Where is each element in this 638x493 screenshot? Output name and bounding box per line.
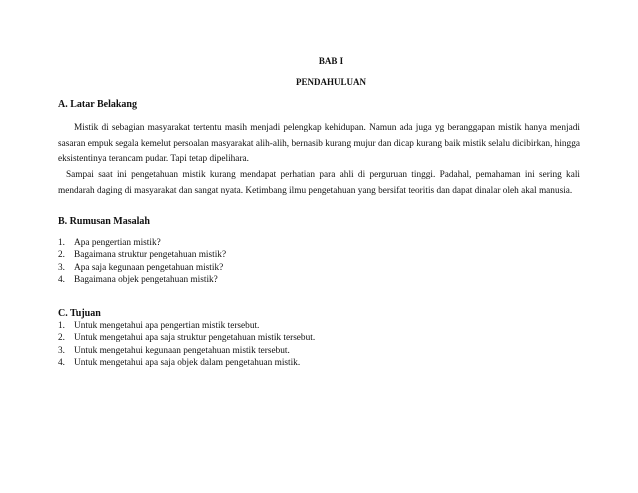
list-number: 3. [58,345,65,356]
list-text: Apa saja kegunaan pengetahuan mistik? [74,262,224,273]
list-number: 1. [58,238,65,248]
list-text: Apa pengertian mistik? [74,238,161,248]
list-number: 3. [58,262,65,273]
list-text: Untuk mengetahui apa saja objek dalam pengetahuan mistik. [74,357,301,368]
section-heading-rumusan-masalah: B. Rumusan Masalah [58,216,150,227]
list-number: 2. [58,333,65,344]
list-text: Untuk mengetahui kegunaan pengetahuan mistik tersebut. [74,345,290,356]
paragraph-latar-2: Sampai saat ini pengetahuan mistik kurang mendapat perhatian para ahli di perguruan tinggi. Padahal, pemahaman ini sering kali mendarah daging di masyarakat dan sangat nyata. Ketimbang ilmu pengetahuan yang bersifat teoritis dan dapat dinalar oleh akal manusia. [58,170,580,196]
list-item [58,320,315,332]
chapter-title: PENDAHULUAN [295,77,366,87]
list-number: 2. [58,250,65,261]
list-number: 4. [58,274,65,285]
section-heading-latar-belakang: A. Latar Belakang [58,99,137,110]
list-number: 1. [58,321,65,331]
rumusan-list [58,237,226,286]
tujuan-list [58,320,315,369]
list-text: Bagaimana struktur pengetahuan mistik? [74,250,227,261]
paragraph-latar-1: Mistik di sebagian masyarakat tertentu masih menjadi pelengkap kehidupan. Namun ada juga yg beranggapan mistik hanya menjadi sasaran empuk segala kemelut persoalan masyarakat alih-alih, bernasib kurang mujur dan dicap kurang baik mistik selalu dicibirkan, hingga eksistentinya terancam pudar. Tapi tetap dipelihara. [58,123,580,164]
list-item [58,249,226,261]
list-text: Untuk mengetahui apa saja struktur pengetahuan mistik tersebut. [74,333,316,344]
list-item [58,237,226,249]
list-number: 4. [58,357,65,368]
list-item [58,345,315,357]
section-heading-tujuan: C. Tujuan [58,308,101,319]
list-text: Untuk mengetahui apa pengertian mistik tersebut. [74,321,260,331]
list-item [58,262,226,274]
list-item [58,274,226,286]
list-text: Bagaimana objek pengetahuan mistik? [74,274,218,285]
list-item [58,357,315,369]
chapter-label: BAB I [318,56,344,66]
list-item [58,332,315,344]
